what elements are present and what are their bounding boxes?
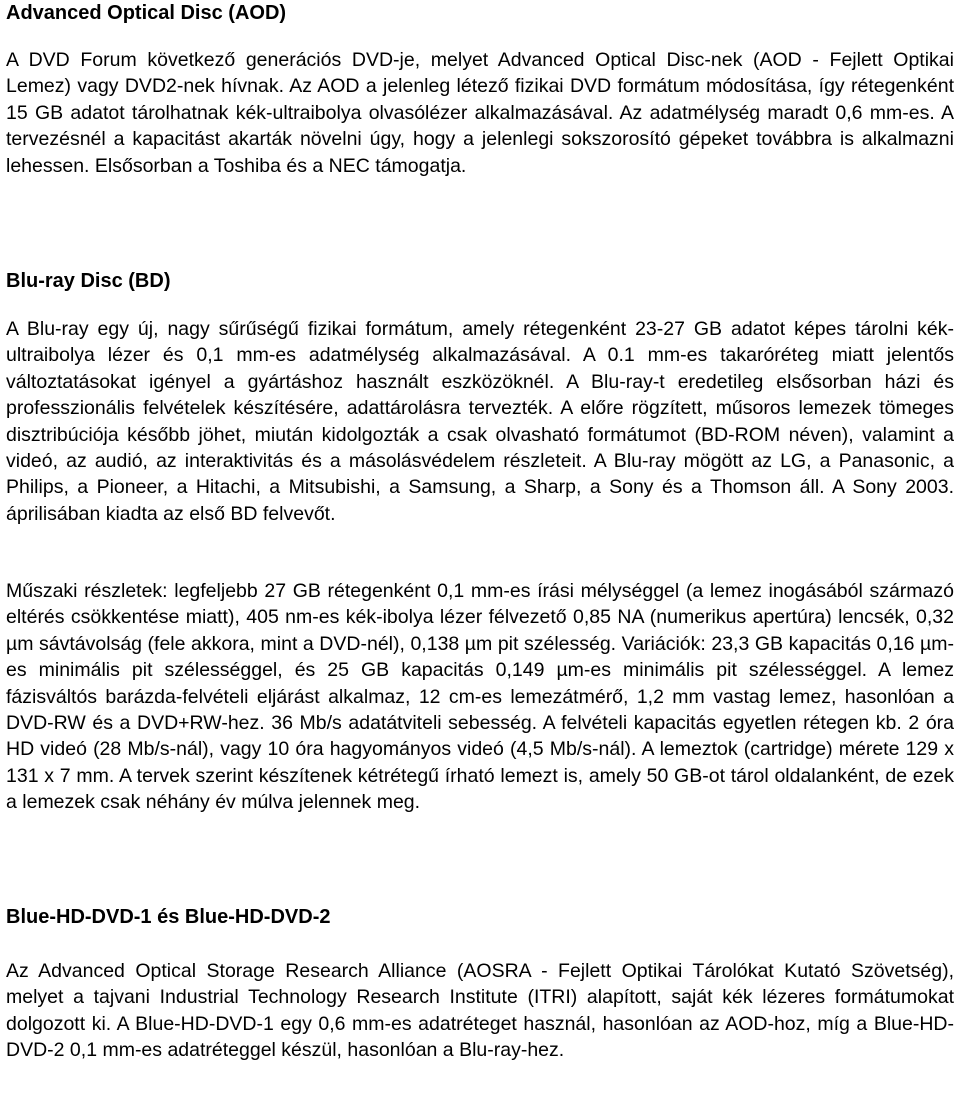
paragraph-bluray-technical: Műszaki részletek: legfeljebb 27 GB rétegenként 0,1 mm-es írási mélységgel (a lemez inogásából származó eltérés csökkentése miatt), 405 nm-es kék-ibolya lézer félvezető 0,85 NA (numerikus apertúra) lencsék, 0,32 µm sávtávolság (fele akkora, mint a DVD-nél), 0,138 µm pit szélesség. Variációk: 23,3 GB kapacitás 0,16 µm-es minimális pit szélességgel, és 25 GB kapacitás 0,149 µm-es minimális pit szélességgel. A lemez fázisváltós barázda-felvételi eljárást alkalmaz, 12 cm-es lemezátmérő, 1,2 mm vastag lemez, hasonlóan a DVD-RW és a DVD+RW-hez. 36 Mb/s adatátviteli sebesség. A felvételi kapacitás egyetlen rétegen kb. 2 óra HD videó (28 Mb/s-nál), vagy 10 óra hagyományos videó (4,5 Mb/s-nál). A lemeztok (cartridge) mérete 129 x 131 x 7 mm. A tervek szerint készítenek kétrétegű írható lemezt is, amely 50 GB-ot tárol oldalanként, de ezek a lemezek csak néhány év múlva jelennek meg. [6, 580, 954, 814]
section-heading-blue-hd-dvd: Blue-HD-DVD-1 és Blue-HD-DVD-2 [6, 906, 331, 928]
section-heading-aod: Advanced Optical Disc (AOD) [6, 2, 287, 24]
section-heading-bluray: Blu-ray Disc (BD) [6, 270, 171, 292]
paragraph-aod: A DVD Forum következő generációs DVD-je, melyet Advanced Optical Disc-nek (AOD - Fejlett Optikai Lemez) vagy DVD2-nek hívnak. Az AOD a jelenleg létező fizikai DVD formátum módosítása, így rétegenként 15 GB adatot tárolhatnak kék-ultraibolya olvasólézer alkalmazásával. Az adatmélység maradt 0,6 mm-es. A tervezésnél a kapacitást akarták növelni úgy, hogy a jelenlegi sokszorosító gépeket továbbra is alkalmazni lehessen. Elsősorban a Toshiba és a NEC támogatja. [6, 49, 954, 177]
paragraph-bluray-intro: A Blu-ray egy új, nagy sűrűségű fizikai formátum, amely rétegenként 23-27 GB adatot képes tárolni kék-ultraibolya lézer és 0,1 mm-es adatmélység alkalmazásával. A 0.1 mm-es takaróréteg miatt jelentős változtatásokat igényel a gyártáshoz használt eszközöknél. A Blu-ray-t eredetileg elsősorban házi és professzionális felvételek készítésére, adattárolásra tervezték. A előre rögzített, műsoros lemezek tömeges disztribúciója később jöhet, miután kidolgozták a csak olvasható formátumot (BD-ROM néven), valamint a videó, az audió, az interaktivitás és a másolásvédelem részleteit. A Blu-ray mögött az LG, a Panasonic, a Philips, a Pioneer, a Hitachi, a Mitsubishi, a Samsung, a Sharp, a Sony és a Thomson áll. A Sony 2003. áprilisában kiadta az első BD felvevőt. [6, 318, 954, 525]
paragraph-blue-hd-dvd: Az Advanced Optical Storage Research Alliance (AOSRA - Fejlett Optikai Tárolókat Kutató Szövetség), melyet a tajvani Industrial Technology Research Institute (ITRI) alapított, saját kék lézeres formátumokat dolgozott ki. A Blue-HD-DVD-1 egy 0,6 mm-es adatréteget használ, hasonlóan az AOD-hoz, míg a Blue-HD-DVD-2 0,1 mm-es adatréteggel készül, hasonlóan a Blu-ray-hez. [6, 960, 954, 1062]
